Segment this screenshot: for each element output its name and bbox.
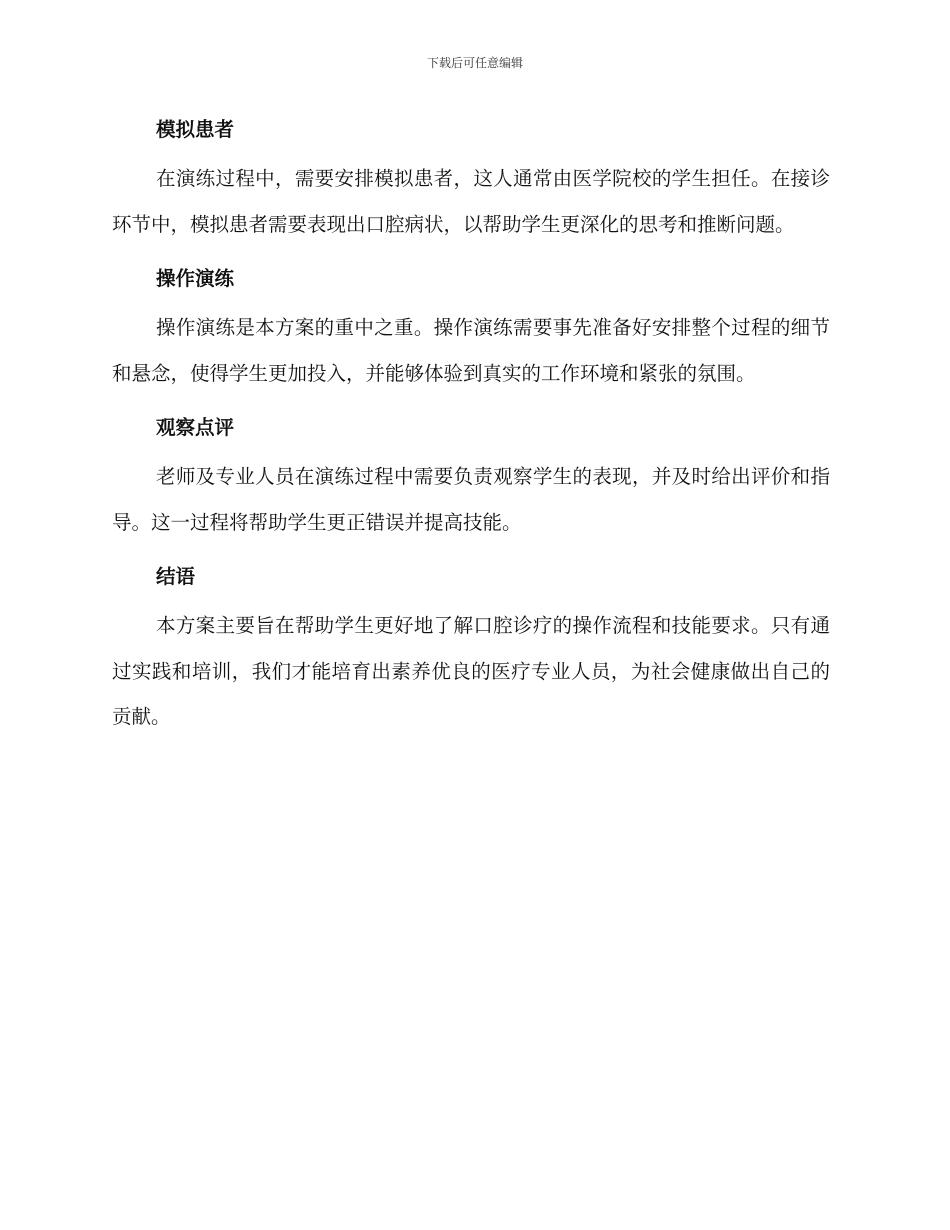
section-heading: 结语 [156, 565, 196, 588]
section-paragraph: 在演练过程中，需要安排模拟患者，这人通常由医学院校的学生担任。在接诊环节中，模拟患者需要表现出口腔病状，以帮助学生更深化的思考和推断问题。 [112, 167, 830, 236]
document-content [112, 108, 830, 750]
section-paragraph: 老师及专业人员在演练过程中需要负责观察学生的表现，并及时给出评价和指导。这一过程将帮助学生更正错误并提高技能。 [112, 465, 830, 534]
section-heading: 操作演练 [156, 267, 235, 290]
section-conclusion [112, 555, 830, 740]
section-operation-drill [112, 257, 830, 396]
header-note: 下载后可任意编辑 [426, 56, 523, 70]
section-paragraph: 操作演练是本方案的重中之重。操作演练需要事先准备好安排整个过程的细节和悬念，使得学生更加投入，并能够体验到真实的工作环境和紧张的氛围。 [112, 316, 830, 385]
section-observation-review [112, 406, 830, 545]
section-simulated-patient [112, 108, 830, 247]
section-paragraph: 本方案主要旨在帮助学生更好地了解口腔诊疗的操作流程和技能要求。只有通过实践和培训，我们才能培育出素养优良的医疗专业人员，为社会健康做出自己的贡献。 [112, 614, 830, 728]
section-heading: 观察点评 [156, 416, 235, 439]
section-heading: 模拟患者 [156, 118, 235, 141]
